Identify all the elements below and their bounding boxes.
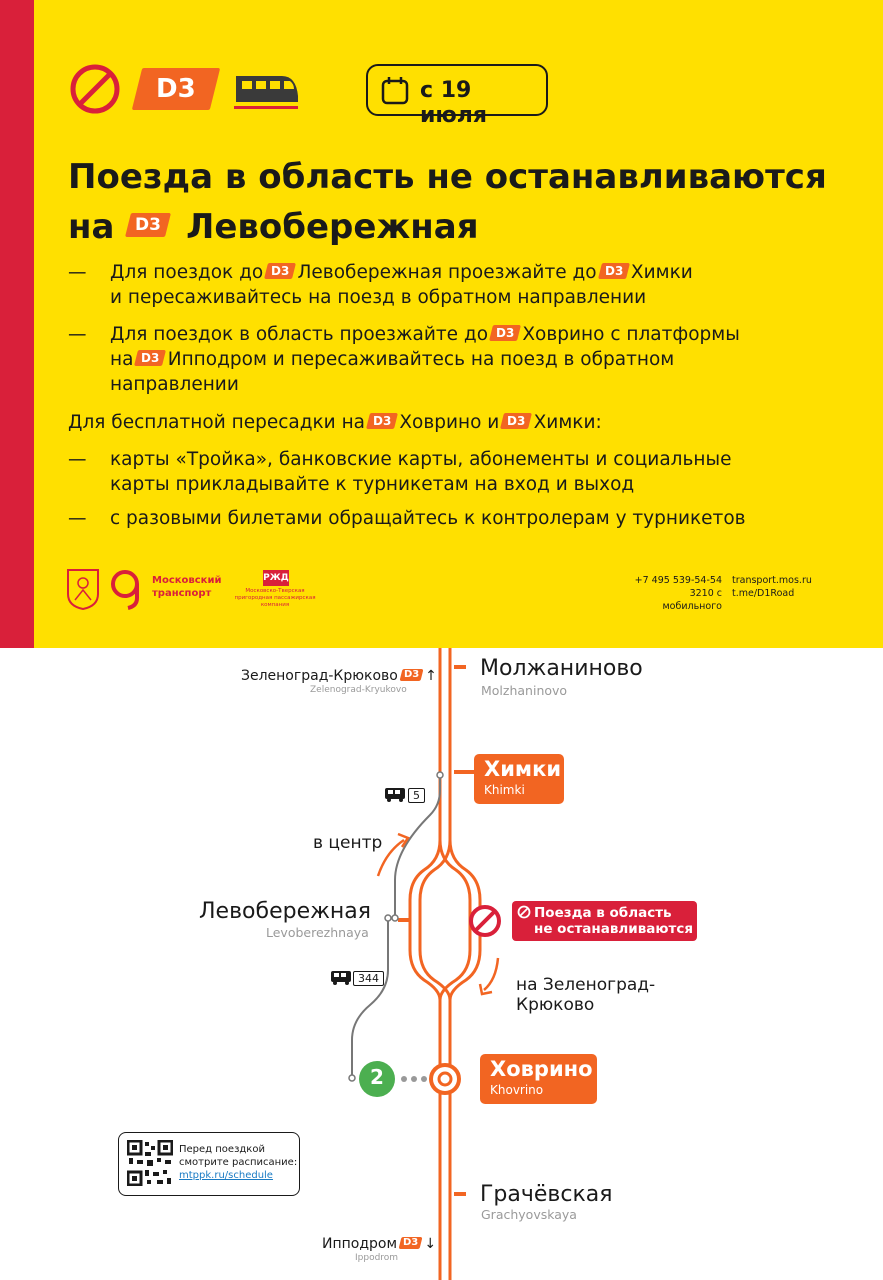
station-khovrino: Ховрино Khovrino <box>480 1054 597 1104</box>
schedule-link[interactable]: mtppk.ru/schedule <box>179 1170 273 1181</box>
moscow-transport-name: Московский транспорт <box>152 575 222 599</box>
zelenograd-label: Зеленоград-Крюково D3 ↑ <box>241 668 437 684</box>
line-badge-d3: D3 <box>399 669 423 681</box>
qr-caption: Перед поездкой смотрите расписание: mtppk.ru/schedule <box>179 1144 298 1181</box>
qr-code-icon <box>127 1140 173 1186</box>
bus-icon <box>331 971 351 985</box>
station-molzhaninovo: Молжаниново <box>480 656 643 681</box>
page-title <box>68 152 848 252</box>
phone-contacts: +7 495 539-54-54 3210 с мобильного <box>634 575 722 612</box>
zelenograd-latin: Zelenograd-Kryukovo <box>310 685 407 695</box>
ippodrom-latin: Ippodrom <box>355 1253 399 1263</box>
title-line-1: Поезда в область не останавливаются <box>68 157 827 197</box>
transfer-heading: Для бесплатной пересадки на D3 Ховрино и D3 Химки: <box>68 412 602 433</box>
transfer-item: — с разовыми билетами обращайтесь к контролерам у турникетов <box>68 508 746 529</box>
schedule-qr-box <box>118 1132 300 1196</box>
line-badge-d3: D3 <box>264 263 296 279</box>
line-badge-d3: D3 <box>134 350 166 366</box>
warning-badge: Поезда в область не останавливаются <box>512 901 697 941</box>
line-badge-d3: D3 <box>598 263 630 279</box>
bus-icon <box>385 788 405 802</box>
line-badge-d3: D3 <box>500 413 532 429</box>
metro-line-number: 2 <box>370 1065 384 1089</box>
bullet-item: — Для поездок до D3 Левобережная проезжайте до D3 Химки и пересаживайтесь на поезд в обратном направлении <box>68 262 693 308</box>
moscow-coat-of-arms-icon <box>66 568 100 610</box>
title-line-2: на D3 Левобережная <box>68 207 479 247</box>
no-stop-icon <box>68 62 124 118</box>
line-badge-d3: D3 <box>489 325 521 341</box>
bus-route-5: 5 <box>408 788 425 803</box>
train-icon <box>232 66 300 114</box>
site-link[interactable]: transport.mos.ru <box>732 575 812 586</box>
no-stop-icon <box>517 905 531 919</box>
transfer-item: — карты «Тройка», банковские карты, абонементы и социальные карты прикладывайте к турникетам на вход и выход <box>68 449 732 495</box>
line-badge-d3: D3 <box>125 213 171 237</box>
station-khimki: Химки Khimki <box>474 754 564 804</box>
moscow-transport-logo-icon <box>108 568 148 610</box>
calendar-icon <box>380 76 410 106</box>
direction-to-zelenograd: на Зеленоград- Крюково <box>516 975 656 1015</box>
line-badge-d3: D3 <box>399 1237 423 1249</box>
mtppk-name: Московско-Тверская пригородная пассажирская компания <box>234 588 316 608</box>
line-badge-d3: D3 <box>366 413 398 429</box>
ippodrom-label: Ипподром D3 ↓ <box>322 1236 437 1252</box>
station-levoberezhnaya: Левобережная <box>199 899 372 924</box>
direction-to-center: в центр <box>313 833 383 853</box>
red-side-bar <box>0 0 34 648</box>
date-badge <box>366 64 548 128</box>
station-grachyovskaya: Грачёвская <box>480 1182 613 1207</box>
bullet-item: — Для поездок в область проезжайте до D3 Ховрино с платформы на D3 Ипподром и пересаживайтесь на поезд в обратном направлении <box>68 324 740 395</box>
bus-route-344: 344 <box>353 971 384 986</box>
line-badge-d3: D3 <box>132 68 220 110</box>
date-text: с 19 июля <box>420 78 488 128</box>
web-contacts <box>732 574 812 600</box>
rzd-logo: РЖД <box>263 570 289 586</box>
telegram-link[interactable]: t.me/D1Road <box>732 588 795 599</box>
